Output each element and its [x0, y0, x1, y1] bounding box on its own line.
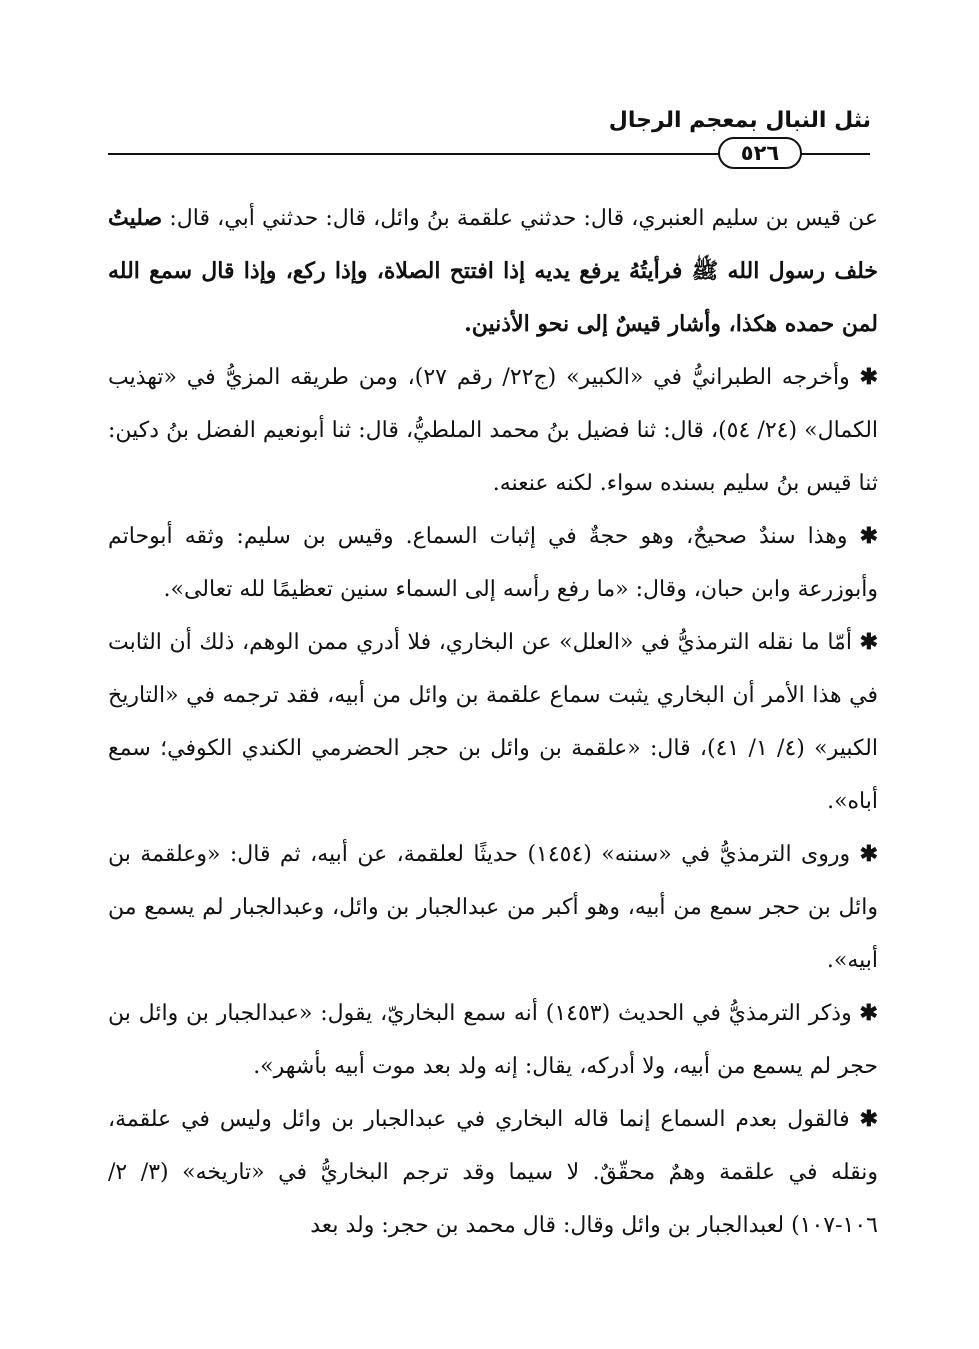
paragraph-text: وروى الترمذيُّ في «سننه» (١٤٥٤) حديثًا لعلقمة، عن أبيه، ثم قال: «وعلقمة بن وائل بن حجر سمع من أبيه، وهو أكبر من عبدالجبار بن وائل، وعبدالجبار لم يسمع من أبيه». [108, 842, 878, 973]
paragraph-bukhari-quote [108, 987, 878, 1093]
main-text [108, 192, 878, 1252]
star-bullet-icon: ✱ [859, 523, 878, 549]
paragraph-text: وأخرجه الطبرانيُّ في «الكبير» (ج٢٢/ رقم ٢٧)، ومن طريقه المزيُّ في «تهذيب الكمال» (٢٤/ ٥٤)، قال: ثنا فضيل بنُ محمد الملطيُّ، قال: ثنا أبونعيم الفضل بنُ دكين: ثنا قيس بنُ سليم بسنده سواء. لكنه عنعنه. [108, 365, 879, 496]
star-bullet-icon: ✱ [859, 629, 878, 655]
paragraph-ilal-critique [108, 616, 878, 828]
hadith-chain: عن قيس بن سليم العنبري، قال: حدثني علقمة بنُ وائل، قال: حدثني أبي، قال: [162, 206, 878, 231]
paragraph-text: وهذا سندٌ صحيحٌ، وهو حجةٌ في إثبات السماع. وقيس بن سليم: وثقه أبوحاتم وأبوزرعة وابن حبان، وقال: «ما رفع رأسه إلى السماء سنين تعظيمًا لله تعالى». [108, 524, 878, 602]
page-number: ٥٢٦ [718, 137, 802, 169]
paragraph-takhrij [108, 351, 878, 510]
star-bullet-icon: ✱ [859, 364, 879, 390]
star-bullet-icon: ✱ [859, 841, 878, 867]
star-bullet-icon: ✱ [859, 1106, 878, 1132]
paragraph-text: فالقول بعدم السماع إنما قاله البخاري في عبدالجبار بن وائل وليس في علقمة، ونقله في علقمة وهمٌ محقّقٌ. لا سيما وقد ترجم البخاريُّ في «تاريخه» (٣/ ٢/ ١٠٦-١٠٧) لعبدالجبار بن وائل وقال: قال محمد بن حجر: ولد بعد [108, 1107, 878, 1238]
running-title: نثل النبال بمعجم الرجال [608, 108, 871, 133]
paragraph-hadith [108, 192, 878, 351]
star-bullet-icon: ✱ [859, 1000, 878, 1026]
paragraph-isnad-assessment [108, 510, 878, 616]
hadith-matn: صليتُ خلف رسول الله ﷺ فرأيتُهُ يرفع يديه إذا افتتح الصلاة، وإذا ركع، وإذا قال سمع الله لمن حمده هكذا، وأشار قيسٌ إلى نحو الأذنين. [108, 205, 878, 337]
paragraph-text: وذكر الترمذيُّ في الحديث (١٤٥٣) أنه سمع البخاريّ، يقول: «عبدالجبار بن وائل بن حجر لم يسمع من أبيه، ولا أدركه، يقال: إنه ولد بعد موت أبيه بأشهر». [108, 1001, 878, 1079]
paragraph-conclusion [108, 1093, 878, 1252]
paragraph-sunan-tirmidhi [108, 828, 878, 987]
paragraph-text: أمّا ما نقله الترمذيُّ في «العلل» عن البخاري، فلا أدري ممن الوهم، ذلك أن الثابت في هذا الأمر أن البخاري يثبت سماع علقمة بن وائل من أبيه، فقد ترجمه في «التاريخ الكبير» (٤/ ١/ ٤١)، قال: «علقمة بن وائل بن حجر الحضرمي الكندي الكوفي؛ سمع أباه». [108, 630, 879, 814]
